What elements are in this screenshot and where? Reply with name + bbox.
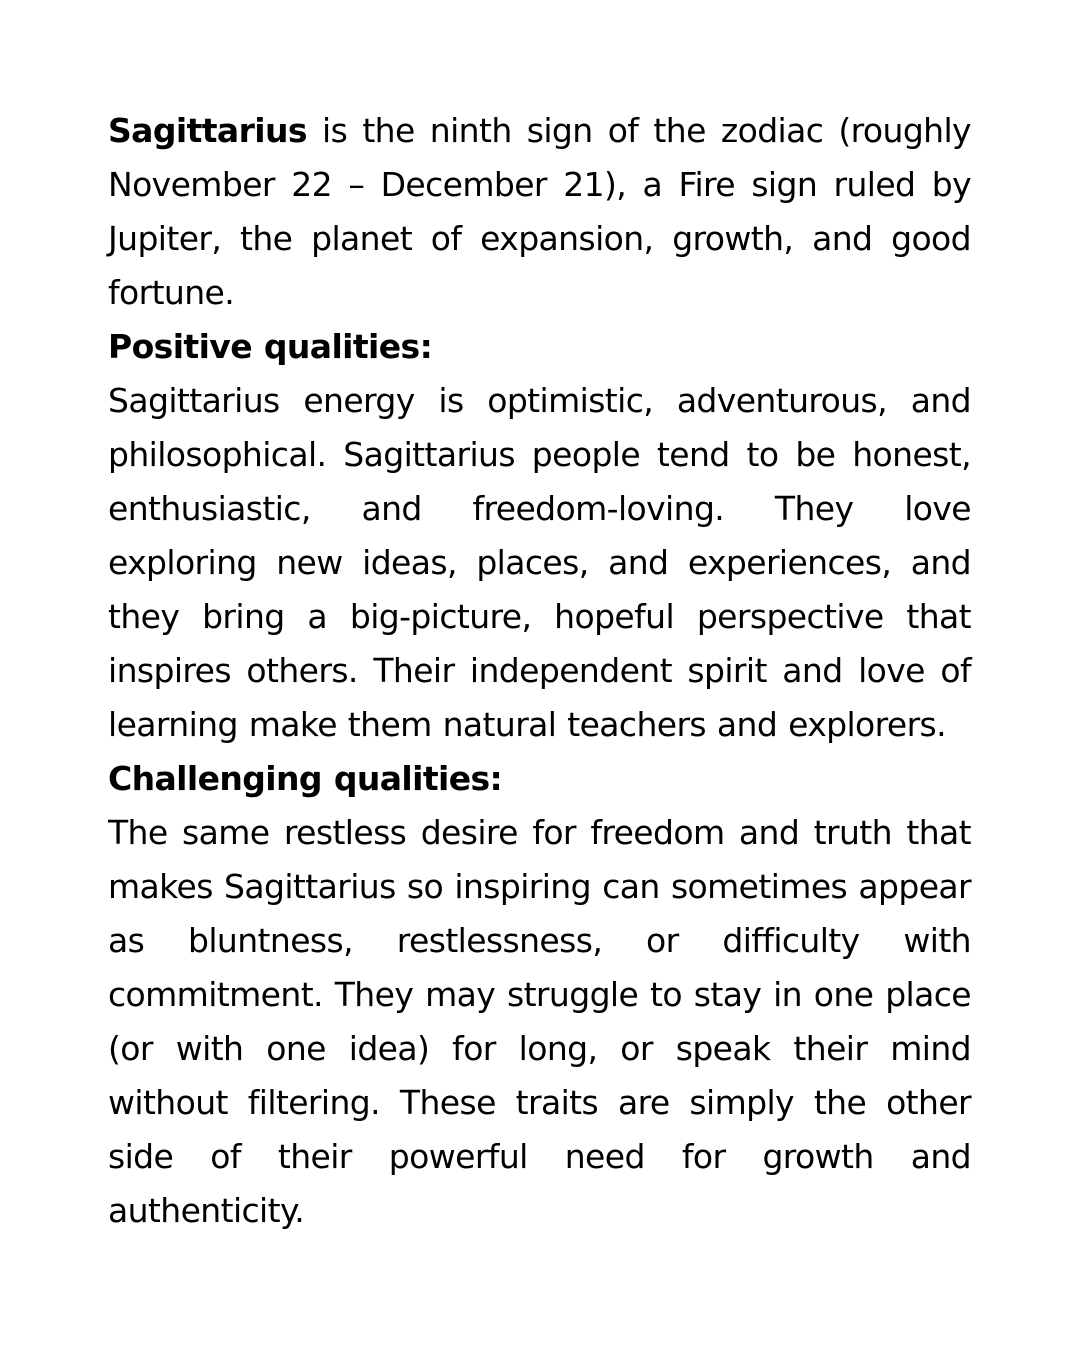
intro-paragraph: [108, 104, 971, 320]
positive-heading: Positive qualities:: [108, 327, 433, 366]
document-body: [108, 104, 971, 1238]
sign-name: Sagittarius: [108, 111, 307, 150]
intro-text: is the ninth sign of the zodiac (roughly November 22 – December 21), a Fire sign ruled by Jupiter, the planet of expansion, growth, and good fortune.: [108, 111, 971, 312]
challenging-heading: Challenging qualities:: [108, 759, 503, 798]
challenging-paragraph: The same restless desire for freedom and truth that makes Sagittarius so inspiring can sometimes appear as bluntness, restlessness, or difficulty with commitment. They may struggle to stay in one place (or with one idea) for long, or speak their mind without filtering. These traits are simply the other side of their powerful need for growth and authenticity.: [108, 813, 971, 1230]
positive-paragraph: Sagittarius energy is optimistic, adventurous, and philosophical. Sagittarius people tend to be honest, enthusiastic, and freedom-loving. They love exploring new ideas, places, and experiences, and they bring a big-picture, hopeful perspective that inspires others. Their independent spirit and love of learning make them natural teachers and explorers.: [108, 381, 971, 744]
